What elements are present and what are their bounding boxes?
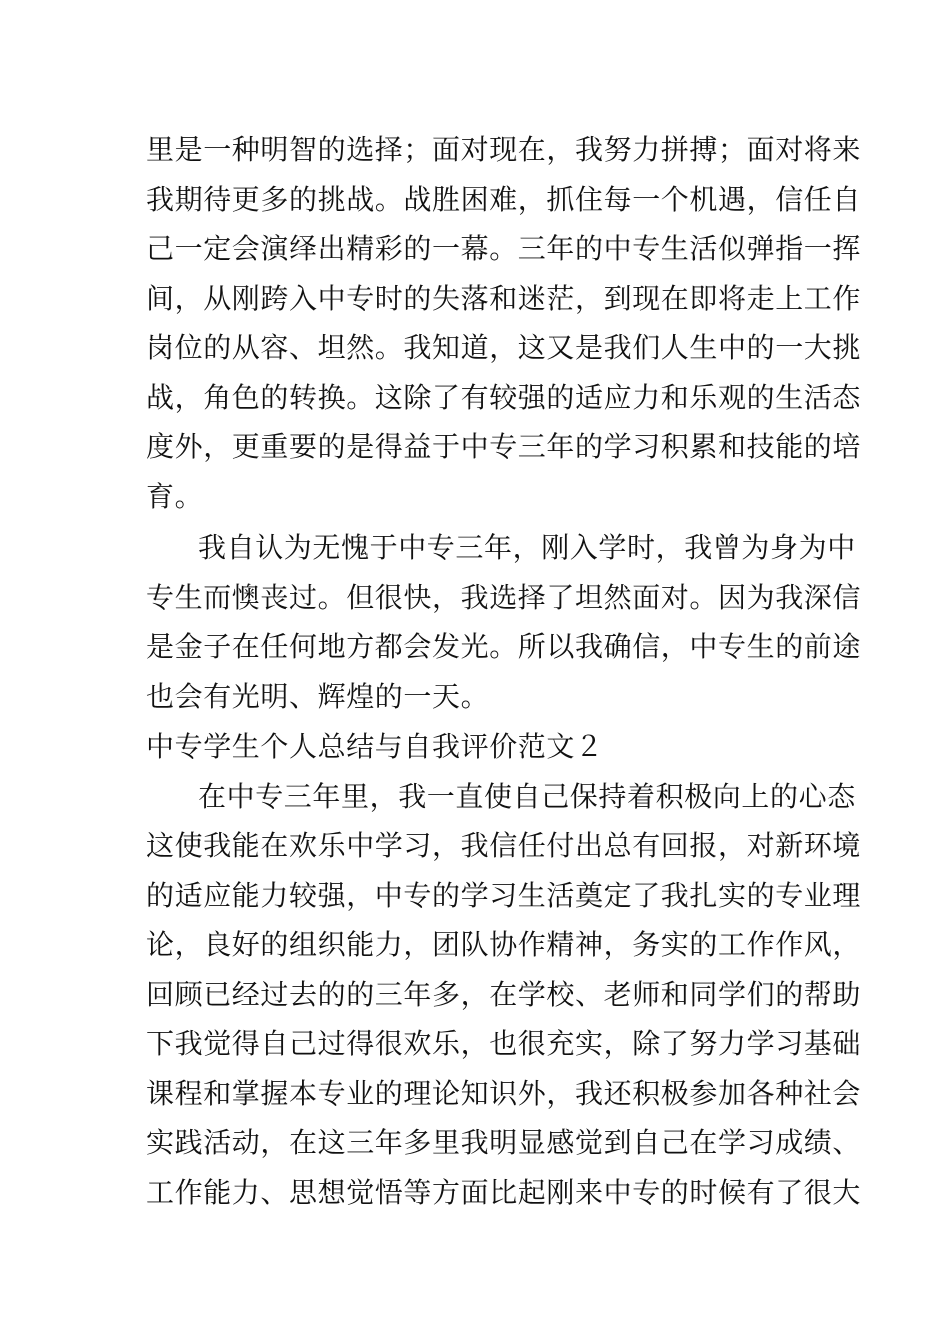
- paragraph-line: 的适应能力较强，中专的学习生活奠定了我扎实的专业理: [146, 879, 862, 912]
- section-heading: 中专学生个人总结与自我评价范文２: [146, 730, 604, 763]
- paragraph-line: 这使我能在欢乐中学习，我信任付出总有回报，对新环境: [146, 829, 862, 862]
- paragraph-line: 我自认为无愧于中专三年，刚入学时，我曾为身为中: [198, 531, 856, 564]
- paragraph-line: 战，角色的转换。这除了有较强的适应力和乐观的生活态: [146, 381, 862, 414]
- paragraph-line: 里是一种明智的选择；面对现在，我努力拼搏；面对将来: [146, 133, 862, 166]
- paragraph-line: 度外，更重要的是得益于中专三年的学习积累和技能的培: [146, 430, 862, 463]
- paragraph-line: 是金子在任何地方都会发光。所以我确信，中专生的前途: [146, 630, 862, 663]
- paragraph-line: 专生而懊丧过。但很快，我选择了坦然面对。因为我深信: [146, 581, 862, 614]
- paragraph-line: 间，从刚跨入中专时的失落和迷茫，到现在即将走上工作: [146, 282, 862, 315]
- paragraph-line: 育。: [146, 480, 204, 513]
- paragraph-line: 论，良好的组织能力，团队协作精神，务实的工作作风，: [146, 928, 862, 961]
- paragraph-line: 课程和掌握本专业的理论知识外，我还积极参加各种社会: [146, 1077, 862, 1110]
- paragraph-line: 工作能力、思想觉悟等方面比起刚来中专的时候有了很大: [146, 1176, 862, 1209]
- paragraph-line: 实践活动，在这三年多里我明显感觉到自己在学习成绩、: [146, 1126, 862, 1159]
- paragraph-line: 己一定会演绎出精彩的一幕。三年的中专生活似弹指一挥: [146, 232, 862, 265]
- paragraph-line: 也会有光明、辉煌的一天。: [146, 680, 490, 713]
- paragraph-line: 我期待更多的挑战。战胜困难，抓住每一个机遇，信任自: [146, 183, 862, 216]
- paragraph-line: 岗位的从容、坦然。我知道，这又是我们人生中的一大挑: [146, 331, 862, 364]
- paragraph-line: 下我觉得自己过得很欢乐，也很充实，除了努力学习基础: [146, 1027, 862, 1060]
- paragraph-line: 回顾已经过去的的三年多，在学校、老师和同学们的帮助: [146, 978, 862, 1011]
- paragraph-line: 在中专三年里，我一直使自己保持着积极向上的心态: [198, 780, 856, 813]
